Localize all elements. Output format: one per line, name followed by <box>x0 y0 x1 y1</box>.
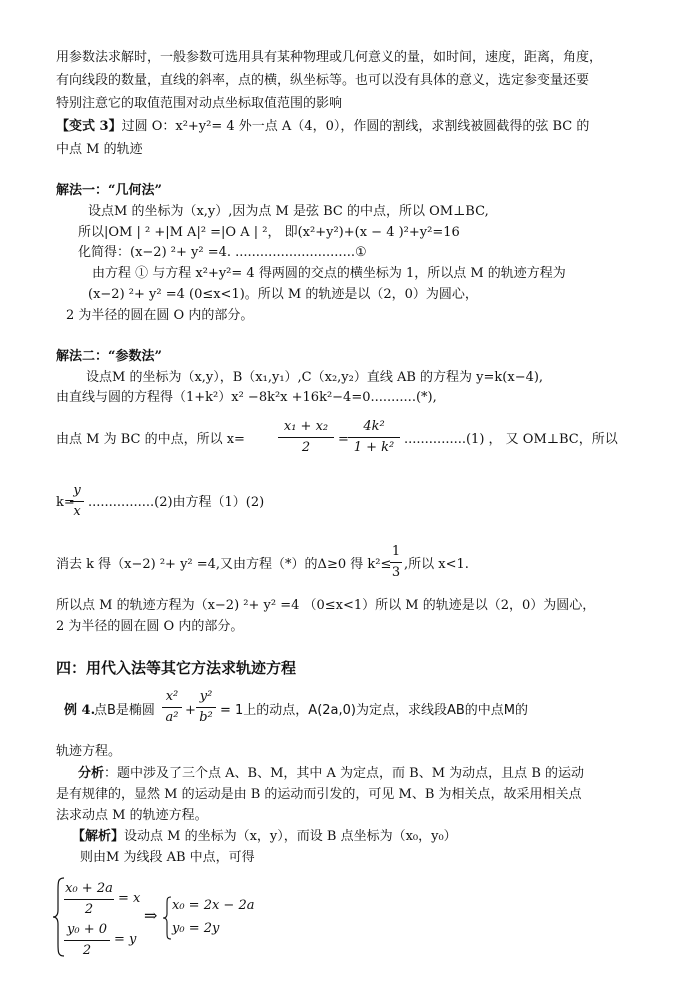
fraction-bar <box>70 501 84 502</box>
fraction-denominator: x <box>73 504 81 519</box>
fraction-denominator: 2 <box>82 943 92 958</box>
example4-text-c: 轨迹方程。 <box>56 744 122 759</box>
fraction-denominator: 2 <box>301 440 311 455</box>
fraction-y-over-x <box>70 482 84 521</box>
method1-title: 解法一：“几何法” <box>56 183 162 198</box>
fraction-denominator: 3 <box>391 565 401 580</box>
fraction-bar <box>64 899 114 900</box>
method2-line-4a: k= <box>56 495 75 510</box>
equals-sign: = <box>338 432 349 447</box>
method2-line-1: 设点M 的坐标为（x,y），B（x₁,y₁）,C（x₂,y₂）直线 AB 的方程为 y=k(x−4), <box>86 370 544 385</box>
method2-line-2: 由直线与圆的方程得（1+k²）x² −8k²x +16k²−4=0...........(*), <box>56 390 437 405</box>
fraction-numerator: x² <box>165 689 179 704</box>
method2-line-3b: ...............(1) ， 又 OM⊥BC，所以 <box>404 432 618 447</box>
method1-line-1: 设点M 的坐标为（x,y）,因为点 M 是弦 BC 的中点，所以 OM⊥BC, <box>88 204 489 219</box>
fraction-4k2-over-1k2 <box>348 418 400 457</box>
fraction-x2-over-a2 <box>162 688 182 727</box>
implies-arrow-icon: ⇒ <box>144 906 158 925</box>
variant3-line-2: 中点 M 的轨迹 <box>56 142 143 157</box>
fraction-bar <box>162 707 182 708</box>
system-eq-2-rhs: = y <box>114 932 137 947</box>
intro-line-1: 用参数法求解时，一般参数可选用具有某种物理或几何意义的量，如时间，速度，距离，角度， <box>56 50 603 65</box>
fraction-numerator: y² <box>199 689 213 704</box>
fraction-numerator: 4k² <box>363 419 385 434</box>
plus-sign: + <box>185 703 196 718</box>
method2-line-7: 2 为半径的圆在圆 O 内的部分。 <box>56 619 244 634</box>
intro-line-2: 有向线段的数量，直线的斜率，点的横，纵坐标等。也可以没有具体的意义，选定参变量还要 <box>56 73 590 88</box>
analysis-line-2: 是有规律的，显然 M 的运动是由 B 的运动而引发的，可见 M、B 为相关点，故采用相关点 <box>56 787 582 802</box>
method2-line-6: 所以点 M 的轨迹方程为（x−2) ²+ y² =4 （0≤x<1）所以 M 的轨迹是以（2，0）为圆心， <box>56 598 596 613</box>
method1-line-4: 由方程 ① 与方程 x²+y²= 4 得两圆的交点的横坐标为 1，所以点 M 的轨迹方程为 <box>92 266 566 281</box>
result-y0: y₀ = 2y <box>172 921 220 936</box>
fraction-x0-2a-over-2 <box>64 880 114 919</box>
example4-text-b: = 1上的动点，A(2a,0)为定点，求线段AB的中点M的 <box>220 703 529 718</box>
solution-text-1: 设动点 M 的坐标为（x，y），而设 B 点坐标为（x₀，y₀） <box>124 829 457 844</box>
solution-line-1 <box>72 829 457 845</box>
fraction-numerator: x₀ + 2a <box>65 881 113 896</box>
fraction-denominator: a² <box>165 710 179 725</box>
fraction-1-over-3 <box>390 543 402 582</box>
fraction-numerator: x₁ + x₂ <box>283 419 329 434</box>
variant3-line-1 <box>56 119 589 135</box>
fraction-numerator: 1 <box>391 544 401 559</box>
intro-line-3: 特别注意它的取值范围对动点坐标取值范围的影响 <box>56 96 343 111</box>
fraction-bar <box>64 940 110 941</box>
fraction-denominator: 1 + k² <box>353 440 395 455</box>
method2-title: 解法二：“参数法” <box>56 349 162 364</box>
fraction-bar <box>278 437 334 438</box>
fraction-numerator: y₀ + 0 <box>67 922 107 937</box>
example4-text-a: 点B是椭圆 <box>94 703 155 718</box>
method1-line-6: 2 为半径的圆在圆 O 内的部分。 <box>66 308 254 323</box>
method2-line-4b: ................(2)由方程（1）(2) <box>88 495 265 510</box>
analysis-line-3: 法求动点 M 的轨迹方程。 <box>56 808 208 823</box>
example4-label: 例 4. <box>64 703 96 718</box>
method1-line-3: 化简得：(x−2) ²+ y² =4. .............................① <box>78 245 367 260</box>
analysis-label: 分析 <box>78 766 105 781</box>
system-eq-1-rhs: = x <box>118 891 141 906</box>
result-x0: x₀ = 2x − 2a <box>172 898 255 913</box>
fraction-denominator: 2 <box>84 902 94 917</box>
fraction-y0-over-2 <box>64 921 110 960</box>
fraction-y2-over-b2 <box>196 688 216 727</box>
fraction-numerator: y <box>73 483 81 498</box>
method2-line-5b: ,所以 x<1. <box>404 557 469 572</box>
solution-line-2: 则由M 为线段 AB 中点，可得 <box>80 850 255 865</box>
section4-title: 四：用代入法等其它方法求轨迹方程 <box>56 659 297 677</box>
method2-line-5a: 消去 k 得（x−2) ²+ y² =4,又由方程（*）的Δ≥0 得 k²≤ <box>56 557 392 572</box>
solution-label: 【解析】 <box>72 829 125 844</box>
variant3-label: 【变式 3】 <box>56 119 122 134</box>
fraction-x1-x2-over-2 <box>278 418 334 457</box>
analysis-text-1: ：题中涉及了三个点 A、B、M，其中 A 为定点，而 B、M 为动点，且点 B 的运动 <box>104 766 585 781</box>
method2-line-3a: 由点 M 为 BC 的中点，所以 x= <box>56 432 245 447</box>
analysis-line-1 <box>78 766 584 782</box>
fraction-denominator: b² <box>199 710 213 725</box>
fraction-bar <box>390 562 402 563</box>
variant3-text-1: 过圆 O：x²+y²= 4 外一点 A（4，0），作圆的割线，求割线被圆截得的弦 BC 的 <box>121 119 590 134</box>
method1-line-5: (x−2) ²+ y² =4 (0≤x<1)。所以 M 的轨迹是以（2，0）为圆心， <box>88 287 478 302</box>
left-brace-icon <box>162 895 172 941</box>
method1-line-2: 所以|OM | ² +|M A|² =|O A | ²， 即(x²+y²)+(x − 4 )²+y²=16 <box>78 225 460 240</box>
fraction-bar <box>348 437 400 438</box>
fraction-bar <box>196 707 216 708</box>
